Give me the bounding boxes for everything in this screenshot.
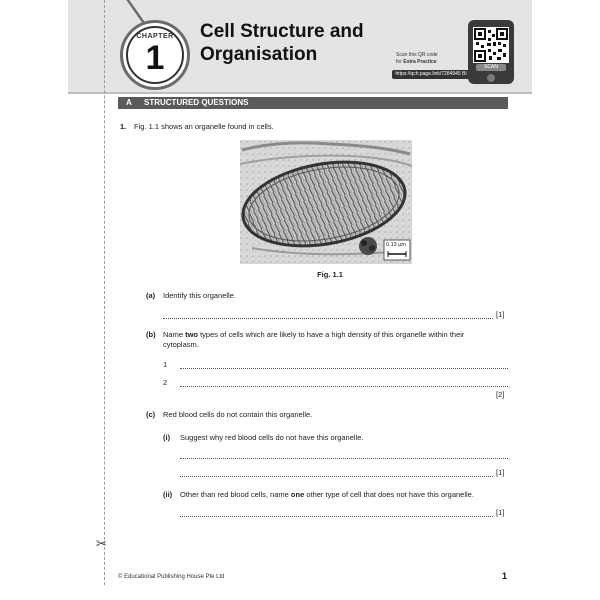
part-a-mark: [1] [496,310,505,319]
part-c-ii-text-pre: Other than red blood cells, name [180,490,291,499]
chapter-title-line2: Organisation [200,44,318,65]
part-b-answer-line-1[interactable] [180,368,508,369]
part-b-text-pre: Name [163,330,186,339]
qr-url[interactable]: https://qch.page.link/7284945 Bi [392,70,470,79]
question-intro: Fig. 1.1 shows an organelle found in cells. [134,122,274,131]
part-b-text-post: types of cells which are likely to have a high density of this organelle within their [198,330,465,339]
part-b-text [163,330,464,340]
part-b-item-1: 1 [163,360,168,369]
qr-code-icon[interactable] [473,27,509,63]
part-c-ii-answer-line[interactable] [180,516,493,517]
part-c-i-answer-line-1[interactable] [180,458,508,459]
part-b-answer-line-2[interactable] [180,386,508,387]
part-c-i-label: (i) [163,433,171,442]
part-b-text-line2: cytoplasm. [163,340,199,349]
part-a-answer-line[interactable] [163,318,493,319]
question-number: 1. [120,122,127,131]
part-c-label: (c) [146,410,156,419]
part-c-ii-label: (ii) [163,490,173,499]
page-number: 1 [502,571,508,581]
part-b-text-bold: two [185,330,199,339]
part-b-item-2: 2 [163,378,168,387]
qr-line2 [396,59,466,66]
part-c-i-answer-line-2[interactable] [180,476,493,477]
scissors-icon: ✂ [96,536,107,551]
part-c-i-text: Suggest why red blood cells do not have this organelle. [180,433,364,442]
qr-line1: Scan this QR code [396,52,438,58]
part-a-text: Identify this organelle. [163,291,236,300]
qr-line2-prefix: for [396,59,404,65]
copyright: © Educational Publishing House Pte Ltd [118,574,225,580]
chapter-title [200,20,400,66]
chapter-word: CHAPTER [136,33,174,40]
scale-bar-label: 0.13 µm [386,242,406,248]
figure-caption: Fig. 1.1 [317,270,343,279]
qr-instructions [396,52,466,66]
part-c-i-mark: [1] [496,468,505,477]
part-b-label: (b) [146,330,156,339]
part-c-ii-text-post: other type of cell that does not have this organelle. [304,490,474,499]
section-letter: A [126,98,132,107]
chapter-title-line1: Cell Structure and [200,21,364,42]
part-a-label: (a) [146,291,156,300]
qr-line2-bold: Extra Practice [403,59,437,65]
scan-label: SCAN [476,64,506,71]
part-c-ii-mark: [1] [496,508,505,517]
cut-line [104,0,105,585]
part-c-text: Red blood cells do not contain this organelle. [163,410,313,419]
section-title: STRUCTURED QUESTIONS [144,98,249,107]
chapter-number: 1 [145,39,165,77]
header-divider [68,92,532,94]
phone-home-button [487,74,495,82]
part-c-ii-text [180,490,474,500]
part-c-ii-text-bold: one [290,490,305,499]
part-b-mark: [2] [496,390,505,399]
